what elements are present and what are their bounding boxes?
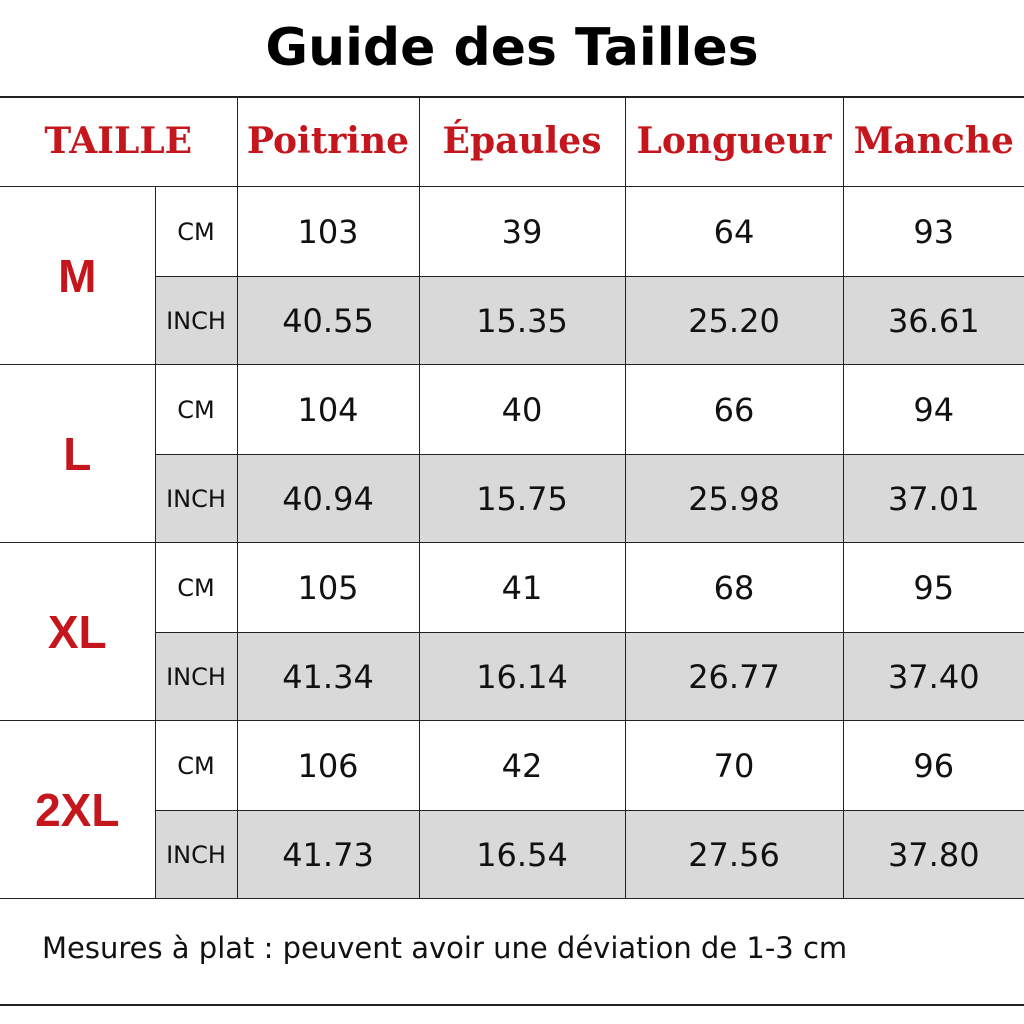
cell-sleeve-inch: 36.61 bbox=[843, 277, 1024, 365]
table-row bbox=[0, 187, 1024, 277]
measurement-note: Mesures à plat : peuvent avoir une déviation de 1-3 cm bbox=[42, 931, 848, 965]
page-title: Guide des Tailles bbox=[265, 18, 759, 78]
cell-shoulders-inch: 15.35 bbox=[419, 277, 625, 365]
cell-chest-inch: 41.73 bbox=[237, 811, 419, 899]
cell-sleeve-inch: 37.80 bbox=[843, 811, 1024, 899]
cell-sleeve-cm: 93 bbox=[843, 187, 1024, 277]
unit-inch: INCH bbox=[155, 633, 237, 721]
unit-cm: CM bbox=[155, 187, 237, 277]
cell-shoulders-cm: 40 bbox=[419, 365, 625, 455]
cell-length-cm: 64 bbox=[625, 187, 843, 277]
header-sleeve: Manche bbox=[843, 96, 1024, 187]
cell-sleeve-cm: 95 bbox=[843, 543, 1024, 633]
cell-length-inch: 27.56 bbox=[625, 811, 843, 899]
size-label-m: M bbox=[0, 187, 155, 365]
cell-sleeve-inch: 37.01 bbox=[843, 455, 1024, 543]
size-chart-table bbox=[0, 96, 1024, 899]
table-row bbox=[0, 365, 1024, 455]
header-shoulders: Épaules bbox=[419, 96, 625, 187]
table-row bbox=[0, 543, 1024, 633]
size-label-2xl: 2XL bbox=[0, 721, 155, 899]
header-chest: Poitrine bbox=[237, 96, 419, 187]
cell-shoulders-inch: 16.14 bbox=[419, 633, 625, 721]
header-row bbox=[0, 96, 1024, 187]
size-label-xl: XL bbox=[0, 543, 155, 721]
note-band bbox=[0, 892, 1024, 1006]
table-row bbox=[0, 721, 1024, 811]
cell-shoulders-cm: 41 bbox=[419, 543, 625, 633]
unit-cm: CM bbox=[155, 721, 237, 811]
unit-inch: INCH bbox=[155, 455, 237, 543]
cell-shoulders-cm: 39 bbox=[419, 187, 625, 277]
header-size: TAILLE bbox=[0, 96, 237, 187]
cell-sleeve-inch: 37.40 bbox=[843, 633, 1024, 721]
cell-length-cm: 66 bbox=[625, 365, 843, 455]
cell-length-inch: 25.20 bbox=[625, 277, 843, 365]
cell-sleeve-cm: 94 bbox=[843, 365, 1024, 455]
cell-chest-cm: 103 bbox=[237, 187, 419, 277]
cell-chest-inch: 40.55 bbox=[237, 277, 419, 365]
cell-shoulders-inch: 15.75 bbox=[419, 455, 625, 543]
size-label-l: L bbox=[0, 365, 155, 543]
title-band bbox=[0, 0, 1024, 98]
unit-inch: INCH bbox=[155, 277, 237, 365]
cell-chest-inch: 40.94 bbox=[237, 455, 419, 543]
unit-inch: INCH bbox=[155, 811, 237, 899]
cell-length-inch: 25.98 bbox=[625, 455, 843, 543]
cell-shoulders-cm: 42 bbox=[419, 721, 625, 811]
cell-shoulders-inch: 16.54 bbox=[419, 811, 625, 899]
cell-chest-cm: 105 bbox=[237, 543, 419, 633]
cell-length-cm: 68 bbox=[625, 543, 843, 633]
cell-length-inch: 26.77 bbox=[625, 633, 843, 721]
cell-length-cm: 70 bbox=[625, 721, 843, 811]
cell-chest-cm: 106 bbox=[237, 721, 419, 811]
unit-cm: CM bbox=[155, 543, 237, 633]
cell-sleeve-cm: 96 bbox=[843, 721, 1024, 811]
cell-chest-cm: 104 bbox=[237, 365, 419, 455]
unit-cm: CM bbox=[155, 365, 237, 455]
cell-chest-inch: 41.34 bbox=[237, 633, 419, 721]
header-length: Longueur bbox=[625, 96, 843, 187]
